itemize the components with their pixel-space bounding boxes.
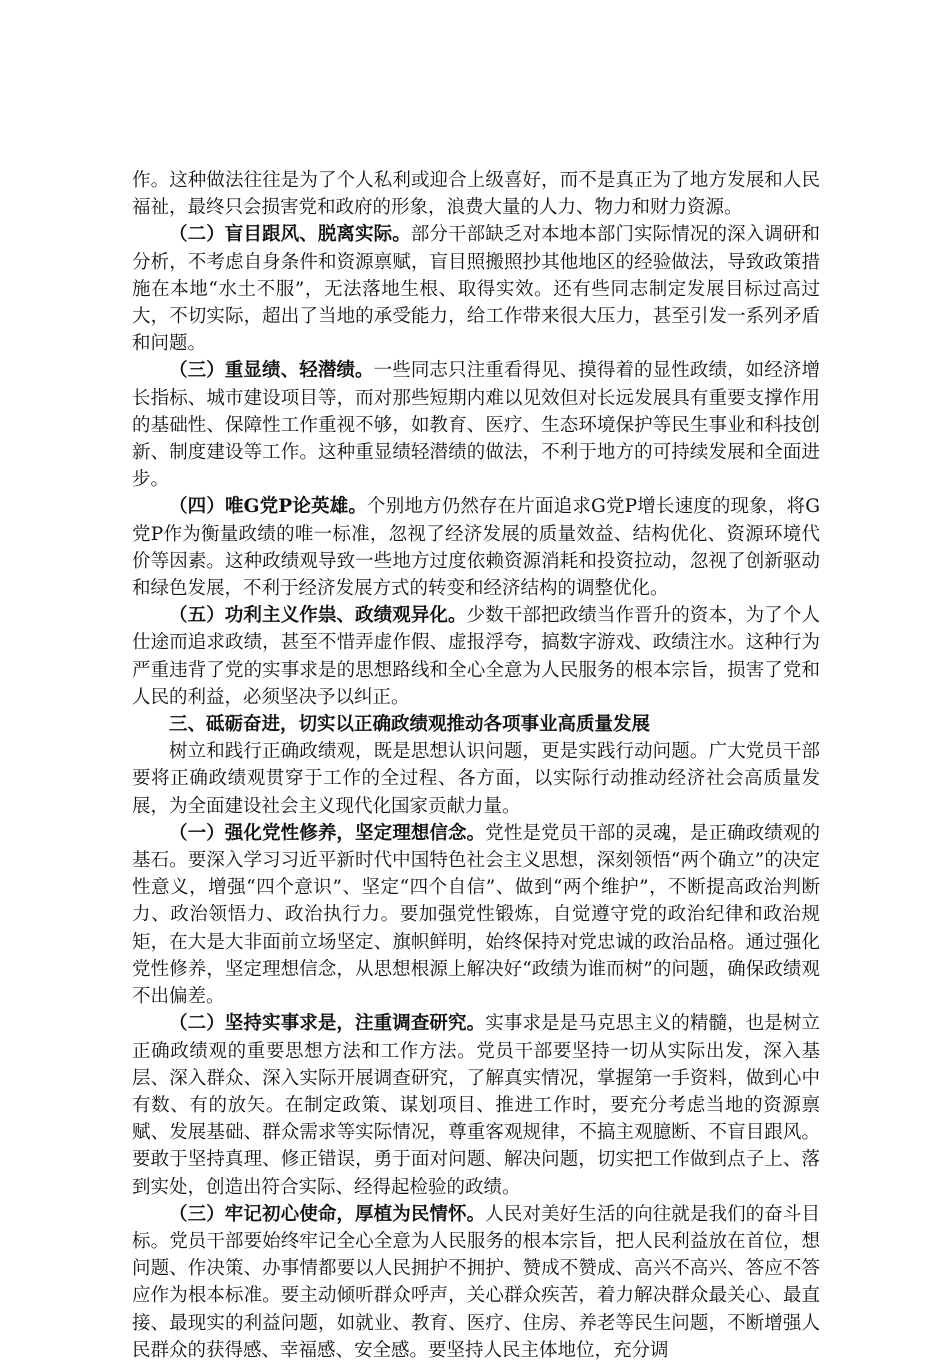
paragraph — [132, 738, 820, 820]
paragraph — [132, 493, 820, 602]
paragraph-lead: （二）盲目跟风、脱离实际。 — [169, 224, 411, 246]
document-body — [132, 167, 820, 1364]
paragraph-lead: （三）牢记初心使命，厚植为民情怀。 — [169, 1203, 486, 1225]
paragraph-text: 实事求是是马克思主义的精髓，也是树立正确政绩观的重要思想方法和工作方法。党员干部要坚持一切从实际出发，深入基层、深入群众、深入实际开展调查研究，了解真实情况，掌握第一手资料，做到心中有数、有的放矢。在制定政策、谋划项目、推进工作时，要充分考虑当地的资源禀赋、发展基础、群众需求等实际情况，尊重客观规律，不搞主观臆断、不盲目跟风。要敢于坚持真理、修正错误，勇于面对问题、解决问题，切实把工作做到点子上、落到实处，创造出符合实际、经得起检验的政绩。 — [132, 1013, 820, 1198]
paragraph — [132, 820, 820, 1010]
paragraph-text: 树立和践行正确政绩观，既是思想认识问题，更是实践行动问题。广大党员干部要将正确政绩观贯穿于工作的全过程、各方面，以实际行动推动经济社会高质量发展，为全面建设社会主义现代化国家贡献力量。 — [132, 741, 820, 817]
paragraph — [132, 1201, 820, 1364]
paragraph — [132, 357, 820, 493]
paragraph-text: 人民对美好生活的向往就是我们的奋斗目标。党员干部要始终牢记全心全意为人民服务的根本宗旨，把人民利益放在首位，想问题、作决策、办事情都要以人民拥护不拥护、赞成不赞成、高兴不高兴、答应不答应作为根本标准。要主动倾听群众呼声，关心群众疾苦，着力解决群众最关心、最直接、最现实的利益问题，如就业、教育、医疗、住房、养老等民生问题，不断增强人民群众的获得感、幸福感、安全感。要坚持人民主体地位，充分调 — [132, 1203, 820, 1361]
paragraph-lead: （三）重显绩、轻潜绩。 — [169, 360, 374, 382]
paragraph-text: 作。这种做法往往是为了个人私利或迎合上级喜好，而不是真正为了地方发展和人民福祉，最终只会损害党和政府的形象，浪费大量的人力、物力和财力资源。 — [132, 170, 820, 219]
paragraph — [132, 602, 820, 711]
paragraph-text: 一些同志只注重看得见、摸得着的显性政绩，如经济增长指标、城市建设项目等，而对那些短期内难以见效但对长远发展具有重要支撑作用的基础性、保障性工作重视不够，如教育、医疗、生态环境保护等民生事业和科技创新、制度建设等工作。这种重显绩轻潜绩的做法，不利于地方的可持续发展和全面进步。 — [132, 360, 820, 491]
paragraph — [132, 1010, 820, 1200]
paragraph — [132, 221, 820, 357]
section-heading: 三、砥砺奋进，切实以正确政绩观推动各项事业高质量发展 — [169, 714, 651, 736]
paragraph-text: 个别地方仍然存在片面追求G党P增长速度的现象，将G党P作为衡量政绩的唯一标准，忽视了经济发展的质量效益、结构优化、资源环境代价等因素。这种政绩观导致一些地方过度依赖资源消耗和投资拉动，忽视了创新驱动和绿色发展，不利于经济发展方式的转变和经济结构的调整优化。 — [132, 496, 820, 600]
paragraph-text: 少数干部把政绩当作晋升的资本，为了个人仕途而追求政绩，甚至不惜弄虚作假、虚报浮夸，搞数字游戏、政绩注水。这种行为严重违背了党的实事求是的思想路线和全心全意为人民服务的根本宗旨，损害了党和人民的利益，必须坚决予以纠正。 — [132, 605, 820, 708]
paragraph-lead: （四）唯G党P论英雄。 — [169, 496, 368, 518]
paragraph — [132, 167, 820, 221]
paragraph-text: 党性是党员干部的灵魂，是正确政绩观的基石。要深入学习习近平新时代中国特色社会主义思想，深刻领悟“两个确立”的决定性意义，增强“四个意识”、坚定“四个自信”、做到“两个维护”，不断提高政治判断力、政治领悟力、政治执行力。要加强党性锻炼，自觉遵守党的政治纪律和政治规矩，在大是大非面前立场坚定、旗帜鲜明，始终保持对党忠诚的政治品格。通过强化党性修养，坚定理想信念，从思想根源上解决好“政绩为谁而树”的问题，确保政绩观不出偏差。 — [132, 822, 820, 1008]
paragraph-lead: （一）强化党性修养，坚定理想信念。 — [169, 822, 486, 844]
paragraph-lead: （五）功利主义作祟、政绩观异化。 — [169, 605, 467, 627]
paragraph-text: 部分干部缺乏对本地本部门实际情况的深入调研和分析，不考虑自身条件和资源禀赋，盲目照搬照抄其他地区的经验做法，导致政策措施在本地“水土不服”，无法落地生根、取得实效。还有些同志制定发展目标过高过大，不切实际，超出了当地的承受能力，给工作带来很大压力，甚至引发一系列矛盾和问题。 — [132, 224, 820, 355]
paragraph-lead: （二）坚持实事求是，注重调查研究。 — [169, 1013, 486, 1035]
